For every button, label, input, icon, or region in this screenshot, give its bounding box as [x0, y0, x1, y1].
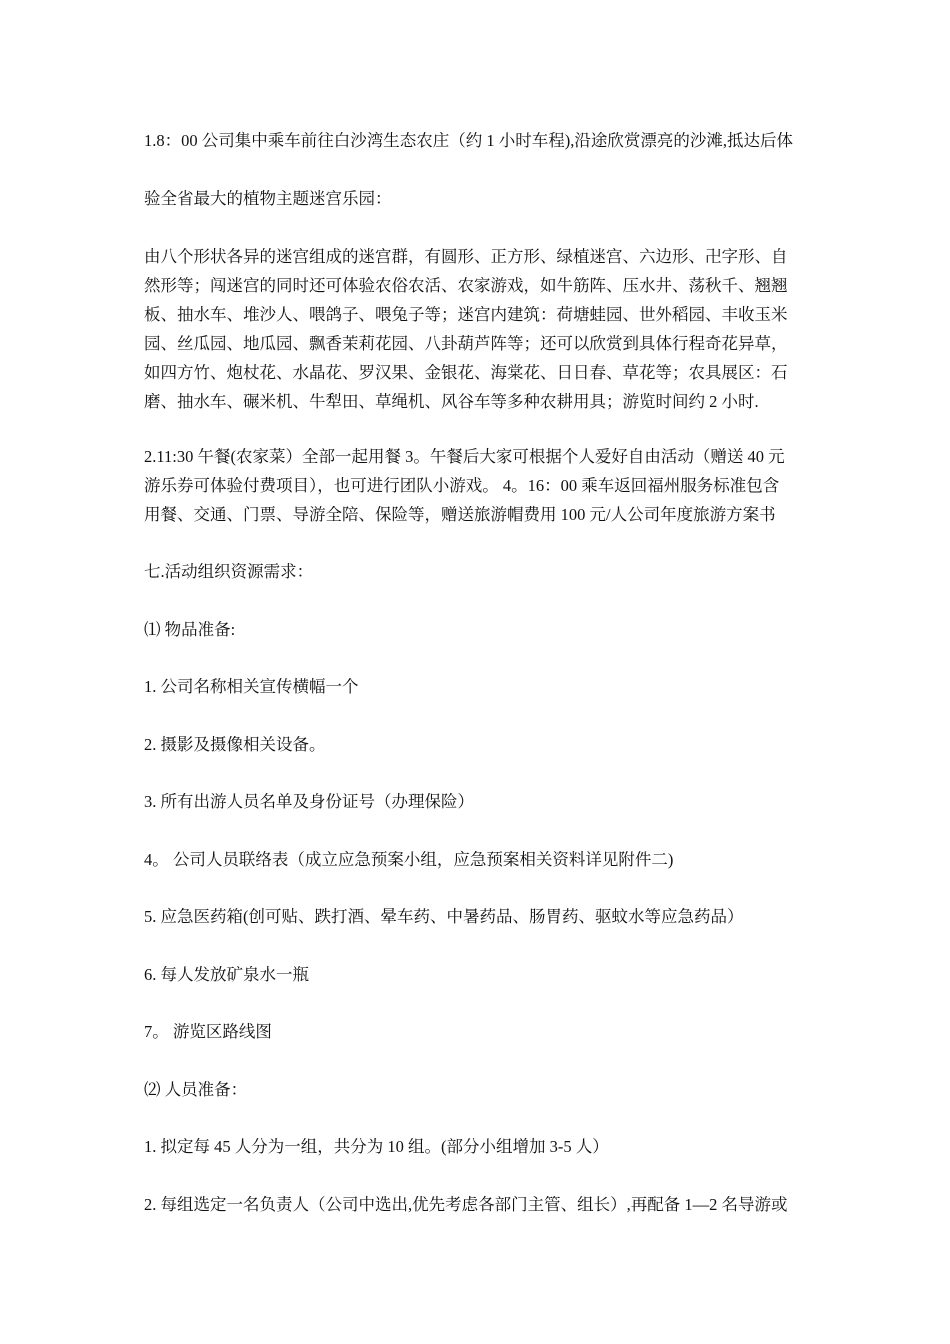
list-item: 1. 拟定每 45 人分为一组，共分为 10 组。(部分小组增加 3-5 人）	[144, 1137, 609, 1156]
text-line: 由八个形状各异的迷宫组成的迷宫群，有圆形、正方形、绿植迷宫、六边形、卍字形、自	[144, 247, 788, 266]
paragraph-maze-intro: 验全省最大的植物主题迷宫乐园：	[144, 189, 392, 208]
text-line: 园、丝瓜园、地瓜园、飘香茉莉花园、八卦葫芦阵等；还可以欣赏到具体行程奇花异草，	[144, 334, 788, 353]
subheading-personnel: ⑵ 人员准备：	[144, 1080, 248, 1099]
list-item: 3. 所有出游人员名单及身份证号（办理保险）	[144, 792, 474, 811]
list-item: 5. 应急医药箱(创可贴、跌打酒、晕车药、中暑药品、肠胃药、驱蚊水等应急药品）	[144, 907, 744, 926]
text-line: 用餐、交通、门票、导游全陪、保险等，赠送旅游帽费用 100 元/人公司年度旅游方案书	[144, 505, 776, 524]
list-item: 1. 公司名称相关宣传横幅一个	[144, 677, 359, 696]
list-item: 4。 公司人员联络表（成立应急预案小组，应急预案相关资料详见附件二)	[144, 850, 674, 869]
text-line: 如四方竹、炮杖花、水晶花、罗汉果、金银花、海棠花、日日春、草花等；农具展区：石	[144, 363, 788, 382]
list-item: 7。 游览区路线图	[144, 1022, 272, 1041]
text-line: 磨、抽水车、碾米机、牛犁田、草绳机、风谷车等多种农耕用具；游览时间约 2 小时.	[144, 392, 759, 411]
text-line: 板、抽水车、堆沙人、喂鸽子、喂兔子等；迷宫内建筑：荷塘蛙园、世外稻园、丰收玉米	[144, 305, 788, 324]
text-line: 2.11:30 午餐(农家菜）全部一起用餐 3。午餐后大家可根据个人爱好自由活动（赠送 40 元	[144, 447, 785, 466]
subheading-supplies: ⑴ 物品准备:	[144, 620, 236, 639]
list-item: 2. 每组选定一名负责人（公司中选出,优先考虑各部门主管、组长）,再配备 1—2 名导游或	[144, 1195, 788, 1214]
text-line: 游乐券可体验付费项目），也可进行团队小游戏。 4。16：00 乘车返回福州服务标准包含	[144, 476, 780, 495]
paragraph-lunch-return	[144, 442, 806, 529]
section-heading-resources: 七.活动组织资源需求：	[144, 562, 314, 581]
paragraph-itinerary-start: 1.8：00 公司集中乘车前往白沙湾生态农庄（约 1 小时车程),沿途欣赏漂亮的沙滩,抵达后体	[144, 131, 793, 150]
paragraph-maze-details	[144, 242, 806, 416]
list-item: 6. 每人发放矿泉水一瓶	[144, 965, 309, 984]
text-line: 然形等；闯迷宫的同时还可体验农俗农活、农家游戏，如牛筋阵、压水井、荡秋千、翘翘	[144, 276, 788, 295]
list-item: 2. 摄影及摄像相关设备。	[144, 735, 326, 754]
